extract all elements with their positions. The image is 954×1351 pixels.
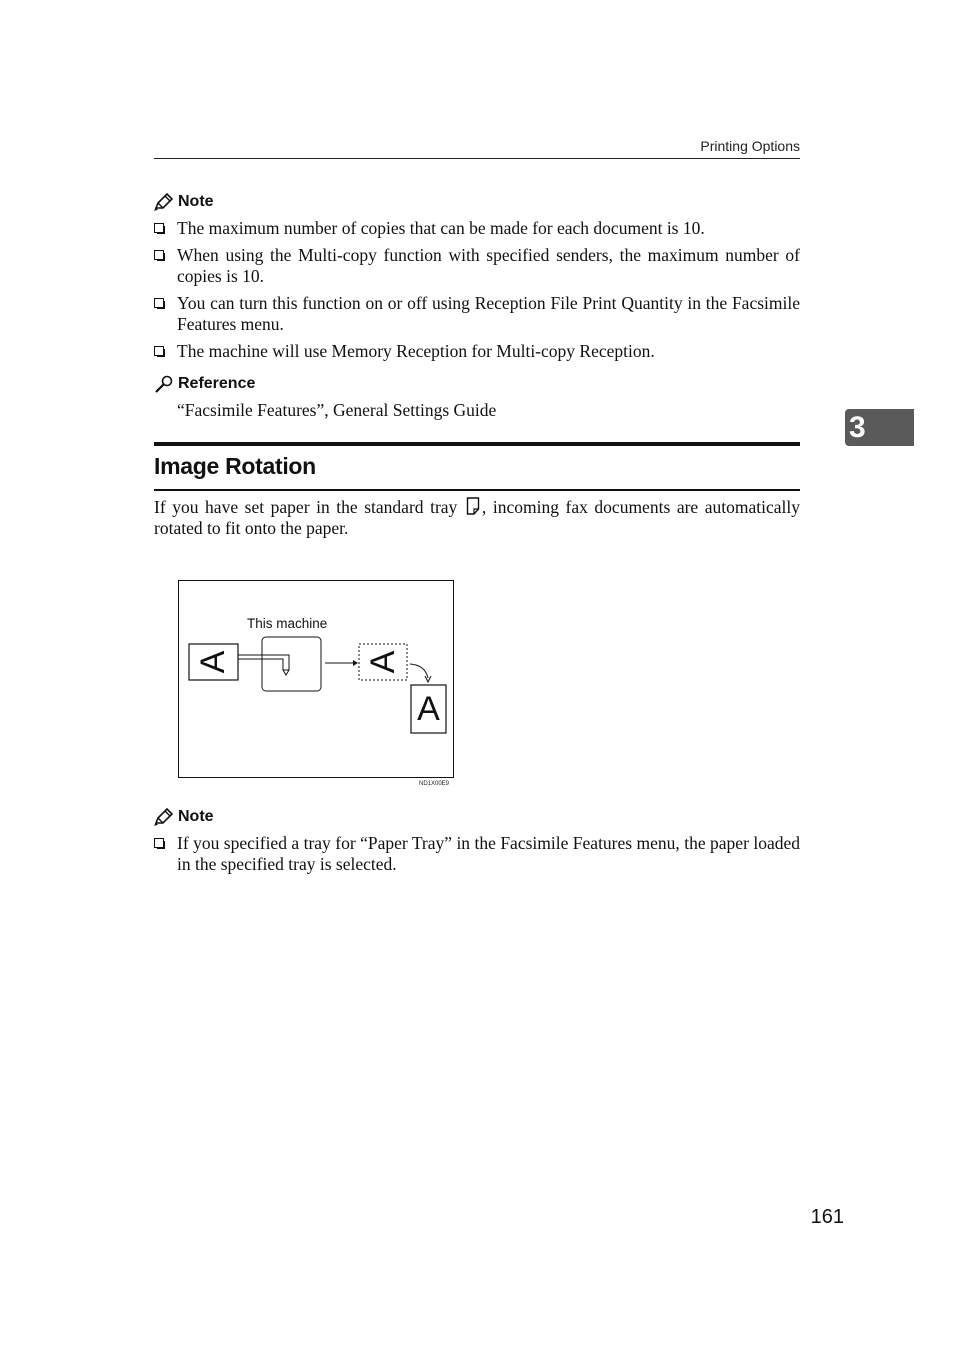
received-a-glyph: A xyxy=(364,650,402,674)
section-title: Image Rotation xyxy=(154,453,316,479)
checkbox-bullet-icon xyxy=(154,223,164,233)
page-number: 161 xyxy=(810,1206,844,1228)
chapter-number: 3 xyxy=(849,411,866,444)
checkbox-bullet-icon xyxy=(154,298,164,308)
header-rule xyxy=(154,158,800,159)
section-paragraph: If you have set paper in the standard tray , incoming fax documents are automatically rotated to fit onto the paper. xyxy=(154,497,800,538)
checkbox-bullet-icon xyxy=(154,346,164,356)
note-heading xyxy=(154,193,214,211)
note-item: The maximum number of copies that can be made for each document is 10. xyxy=(154,218,800,239)
checkbox-bullet-icon xyxy=(154,838,164,848)
chapter-tab xyxy=(845,409,914,446)
output-arrowhead xyxy=(353,660,358,666)
section-bottom-rule xyxy=(154,489,800,491)
checkbox-bullet-icon xyxy=(154,250,164,260)
note-heading-label: Note xyxy=(178,193,214,210)
note-item: You can turn this function on or off using Reception File Print Quantity in the Facsimile Features menu. xyxy=(154,293,800,335)
rotation-diagram-drawing xyxy=(179,581,455,779)
note-heading xyxy=(154,808,214,826)
note-item: The machine will use Memory Reception for Multi-copy Reception. xyxy=(154,341,800,362)
magnifier-icon xyxy=(154,375,174,393)
reference-text: “Facsimile Features”, General Settings Guide xyxy=(177,400,497,420)
portrait-paper-icon xyxy=(466,497,480,515)
pencil-icon xyxy=(154,808,174,826)
machine-box xyxy=(262,637,321,691)
upright-a-glyph: A xyxy=(417,690,440,728)
note-item: If you specified a tray for “Paper Tray” in the Facsimile Features menu, the paper loaded in the specified tray is selected. xyxy=(154,833,800,875)
rotated-a-glyph: A xyxy=(194,650,232,674)
reference-heading xyxy=(154,375,255,393)
pencil-icon xyxy=(154,193,174,211)
running-header: Printing Options xyxy=(700,138,800,154)
figure-code: ND1X00E9 xyxy=(419,781,450,787)
note-list xyxy=(154,218,800,368)
section-top-rule xyxy=(154,442,800,446)
machine-label: This machine xyxy=(247,616,328,631)
note-list xyxy=(154,833,800,881)
rotation-diagram xyxy=(178,580,454,778)
reference-heading-label: Reference xyxy=(178,375,256,392)
note-item: When using the Multi-copy function with specified senders, the maximum number of copies is 10. xyxy=(154,245,800,287)
note-heading-label: Note xyxy=(178,808,214,825)
